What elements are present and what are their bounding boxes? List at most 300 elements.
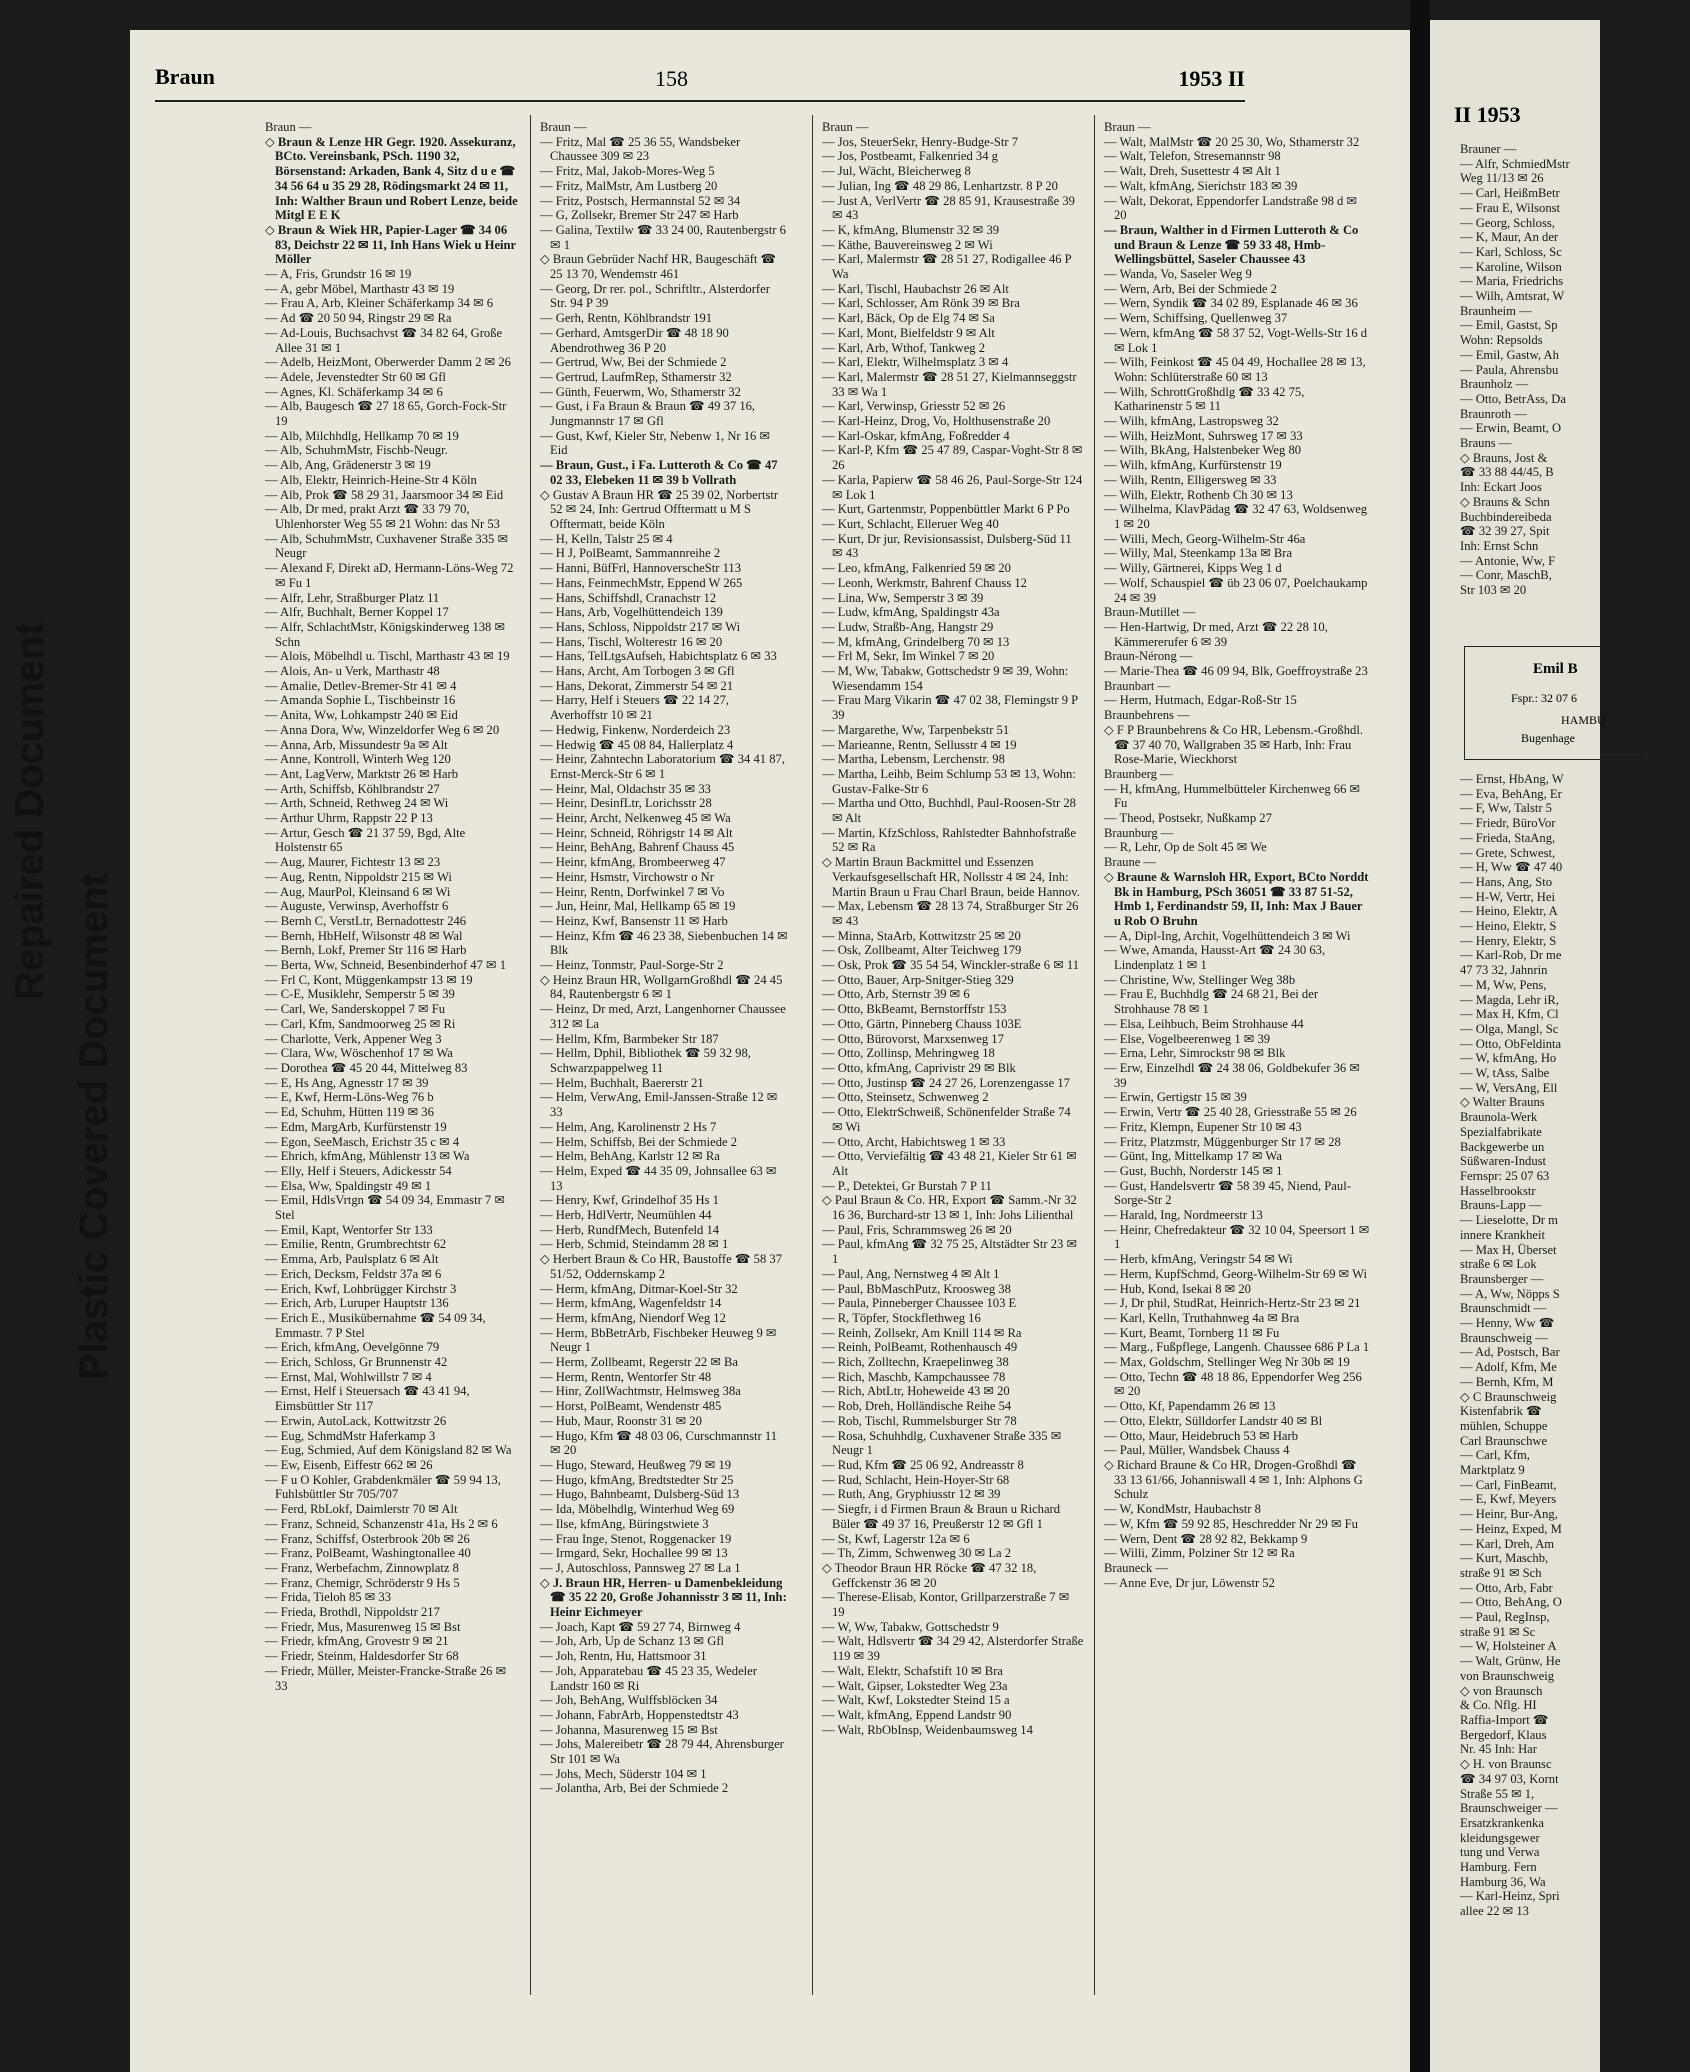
directory-entry: — Emil, HdlsVrtgn ☎ 54 09 34, Emmastr 7 ✉ Stel — [265, 1193, 505, 1223]
directory-entry: — Ferd, RbLokf, Daimlerstr 70 ✉ Alt — [265, 1502, 458, 1517]
directory-entry: — Otto, Techn ☎ 48 18 86, Eppendorfer Weg 256 ✉ 20 — [1104, 1369, 1362, 1399]
directory-entry: — Walt, Dreh, Susettestr 4 ✉ Alt 1 — [1104, 164, 1281, 179]
directory-entry: — Jul, Wächt, Bleicherweg 8 — [822, 164, 971, 179]
directory-column-3 — [822, 120, 1084, 2000]
directory-entry: — Paul, kfmAng ☎ 32 75 25, Altstädter Str 23 ✉ 1 — [822, 1237, 1078, 1267]
directory-entry: — Dorothea ☎ 45 20 44, Mittelweg 83 — [265, 1061, 468, 1075]
adjacent-entry: — Eva, BehAng, Er — [1460, 786, 1562, 801]
directory-entry: — Rob, Dreh, Holländische Reihe 54 — [822, 1399, 1012, 1414]
adjacent-entry: Bergedorf, Klaus — [1460, 1727, 1547, 1742]
adjacent-entry: — Alfr, SchmiedMstr — [1460, 156, 1570, 171]
adjacent-entry: — E, Kwf, Meyers — [1460, 1492, 1557, 1507]
directory-entry: — M, Ww, Tabakw, Gottschedstr 9 ✉ 39, Wohn: Wiesendamm 154 — [822, 664, 1069, 693]
directory-entry: — Alfr, Lehr, Straßburger Platz 11 — [265, 590, 440, 605]
directory-entry: — Anne, Kontroll, Winterh Weg 120 — [265, 752, 451, 767]
directory-entry: — Leo, kfmAng, Falkenried 59 ✉ 20 — [822, 561, 1011, 576]
directory-entry: — Frau A, Arb, Kleiner Schäferkamp 34 ✉ 6 — [265, 296, 494, 311]
adjacent-entry: — Olga, Mangl, Sc — [1460, 1021, 1559, 1036]
directory-entry: — Karl, Tischl, Haubachstr 26 ✉ Alt — [822, 281, 1009, 296]
directory-entry: — Martin, KfzSchloss, Rahlstedter Bahnhofstraße 52 ✉ Ra — [822, 825, 1076, 855]
directory-entry: — Anna, Arb, Missundestr 9a ✉ Alt — [265, 737, 448, 752]
adjacent-entry: — A, Ww, Nöpps S — [1460, 1286, 1560, 1301]
adjacent-entry: — Karl-Heinz, Spri — [1460, 1889, 1560, 1904]
adjacent-entry: Inh: Eckart Joos — [1460, 480, 1542, 495]
adjacent-entry: von Braunschweig — [1460, 1668, 1555, 1683]
directory-entry: — Herm, kfmAng, Wagenfeldstr 14 — [540, 1296, 722, 1311]
directory-entry: — Karl, Elektr, Wilhelmsplatz 3 ✉ 4 — [822, 355, 1009, 370]
directory-entry: — Hellm, Dphil, Bibliothek ☎ 59 32 98, Schwarzpappelweg 11 — [540, 1046, 751, 1075]
directory-entry: — Rosa, Schuhhdlg, Cuxhavener Straße 335 ✉ Neugr 1 — [822, 1428, 1062, 1458]
directory-entry: — Hub, Kond, Isekai 8 ✉ 20 — [1104, 1281, 1251, 1296]
directory-entry: — Friedr, kfmAng, Grovestr 9 ✉ 21 — [265, 1634, 449, 1649]
directory-entry: — Hub, Maur, Roonstr 31 ✉ 20 — [540, 1413, 702, 1428]
directory-entry: — Kurt, Schlacht, Elleruer Weg 40 — [822, 516, 999, 531]
directory-entry: ◇ J. Braun HR, Herren- u Damenbekleidung ☎ 35 22 20, Große Johannisstr 3 ✉ 11, Inh: Heinr Eichmeyer — [540, 1575, 787, 1620]
adjacent-entry: ◇ Walter Brauns — [1460, 1095, 1545, 1110]
directory-entry: — Heinr, Mal, Oldachstr 35 ✉ 33 — [540, 781, 711, 796]
directory-entry: — Otto, Maur, Heidebruch 53 ✉ Harb — [1104, 1428, 1299, 1443]
directory-entry: — Gertrud, LaufmRep, Sthamerstr 32 — [540, 369, 732, 384]
directory-entry: — Auguste, Verwinsp, Averhoffstr 6 — [265, 899, 449, 914]
directory-entry: — W, KondMstr, Haubachstr 8 — [1104, 1502, 1261, 1517]
adjacent-entry: — Karoline, Wilson — [1460, 259, 1562, 274]
directory-entry: — Osk, Prok ☎ 35 54 54, Winckler-straße 6 ✉ 11 — [822, 958, 1080, 973]
directory-entry: — Frau E, Buchhdlg ☎ 24 68 21, Bei der Strohhause 78 ✉ 1 — [1104, 987, 1319, 1017]
directory-entry: ◇ Richard Braune & Co HR, Drogen-Großhdl ☎ 33 13 61/66, Johanniswall 4 ✉ 1, Inh: Alphons G Schulz — [1104, 1457, 1363, 1502]
directory-entry: — Wern, Dent ☎ 28 92 82, Bekkamp 9 — [1104, 1531, 1308, 1546]
directory-entry: — Alb, SchuhmMstr, Fischb-Neugr. — [265, 443, 448, 458]
directory-entry: — Karl, Bäck, Op de Elg 74 ✉ Sa — [822, 311, 995, 326]
directory-entry: — A, Fris, Grundstr 16 ✉ 19 — [265, 267, 412, 282]
adjacent-entry: — Magda, Lehr iR, — [1460, 992, 1559, 1007]
directory-entry: Braunbart — — [1104, 678, 1171, 693]
directory-entry: — Theod, Postsekr, Nußkamp 27 — [1104, 811, 1272, 826]
adjacent-entry: — Otto, ObFeldinta — [1460, 1036, 1562, 1051]
adjacent-entry: — W, tAss, Salbe — [1460, 1066, 1550, 1081]
directory-entry: — Elsa, Ww, Spaldingstr 49 ✉ 1 — [265, 1178, 432, 1193]
adjacent-entry: — Emil, Gastst, Sp — [1460, 318, 1558, 333]
column-divider — [530, 115, 531, 1995]
directory-entry: — Horst, PolBeamt, Wendenstr 485 — [540, 1399, 722, 1414]
directory-entry: — Karl-Oskar, kfmAng, Foßredder 4 — [822, 428, 1010, 443]
directory-entry: — Jolantha, Arb, Bei der Schmiede 2 — [540, 1781, 729, 1796]
adjacent-entry: — Karl, Schloss, Sc — [1460, 244, 1562, 259]
adjacent-entry: — Paula, Ahrensbu — [1460, 362, 1559, 377]
directory-entry: Braun-Nérong — — [1104, 649, 1193, 664]
directory-entry: — Charlotte, Verk, Appener Weg 3 — [265, 1031, 442, 1046]
adjacent-entry: Weg 11/13 ✉ 26 — [1460, 171, 1544, 186]
directory-entry: — Karl-Heinz, Drog, Vo, Holthusenstraße 20 — [822, 414, 1051, 429]
directory-entry: — Karl, Malermstr ☎ 28 51 27, Kielmannseggstr 33 ✉ Wa 1 — [822, 369, 1077, 399]
adjacent-entry: — Carl, FinBeamt, — [1460, 1477, 1557, 1492]
directory-entry: — Friedr, Mus, Masurenweg 15 ✉ Bst — [265, 1619, 461, 1634]
adjacent-entry: Braunholz — — [1460, 377, 1529, 392]
directory-entry: — Hans, Archt, Am Torbogen 3 ✉ Gfl — [540, 664, 735, 679]
directory-entry: — E, Kwf, Herm-Löns-Weg 76 b — [265, 1090, 434, 1105]
directory-entry: — Rob, Tischl, Rummelsburger Str 78 — [822, 1413, 1017, 1428]
directory-entry: — Kurt, Dr jur, Revisionsassist, Dulsberg-Süd 11 ✉ 43 — [822, 531, 1072, 561]
adjacent-entry: Str 103 ✉ 20 — [1460, 583, 1527, 598]
directory-entry: — Herb, kfmAng, Veringstr 54 ✉ Wi — [1104, 1252, 1293, 1267]
adjacent-entry: & Co. Nflg. HI — [1460, 1698, 1537, 1713]
directory-entry: — E, Hs Ang, Agnesstr 17 ✉ 39 — [265, 1075, 429, 1090]
directory-entry: — Just A, VerlVertr ☎ 28 85 91, Krausestraße 39 ✉ 43 — [822, 193, 1075, 223]
directory-entry: — Gust, Handelsvertr ☎ 58 39 45, Niend, Paul-Sorge-Str 2 — [1104, 1178, 1351, 1208]
directory-entry: — Heinz, Kwf, Bansenstr 11 ✉ Harb — [540, 913, 728, 928]
adjacent-entry: — Henry, Elektr, S — [1460, 933, 1557, 948]
adjacent-entry: — Karl, Dreh, Am — [1460, 1536, 1555, 1551]
adjacent-entry: — F, Ww, Talstr 5 — [1460, 801, 1552, 816]
header-surname: Braun — [155, 64, 215, 89]
directory-entry: — Wilh, kfmAng, Kurfürstenstr 19 — [1104, 458, 1282, 473]
directory-entry: — Karl, Verwinsp, Griesstr 52 ✉ 26 — [822, 399, 1006, 414]
directory-entry: — Martha, Lebensm, Lerchenstr. 98 — [822, 752, 1005, 767]
directory-entry: — Joach, Kapt ☎ 59 27 74, Birnweg 4 — [540, 1619, 741, 1634]
directory-entry: — Heinr, Schneid, Röhrigstr 14 ✉ Alt — [540, 825, 733, 840]
adjacent-entry: — Antonie, Ww, F — [1460, 553, 1556, 568]
adjacent-entry: Hamburg. Fern — [1460, 1860, 1537, 1875]
directory-entry: — Egon, SeeMasch, Erichstr 35 c ✉ 4 — [265, 1134, 460, 1149]
directory-entry: — C-E, Musiklehr, Semperstr 5 ✉ 39 — [265, 987, 455, 1002]
directory-entry: — Friedr, Müller, Meister-Francke-Straße 26 ✉ 33 — [265, 1663, 507, 1693]
directory-entry: — Fritz, MalMstr, Am Lustberg 20 — [540, 178, 718, 193]
directory-entry: — Ernst, Mal, Wohlwillstr 7 ✉ 4 — [265, 1369, 432, 1384]
adjacent-entry: — W, Holsteiner A — [1460, 1639, 1557, 1654]
directory-entry: — Herm, kfmAng, Ditmar-Koel-Str 32 — [540, 1281, 738, 1296]
directory-entry: — Herm, BbBetrArb, Fischbeker Heuweg 9 ✉ Neugr 1 — [540, 1325, 777, 1355]
directory-entry: — Heinr, Zahntechn Laboratorium ☎ 34 41 87, Ernst-Merck-Str 6 ✉ 1 — [540, 752, 785, 781]
adjacent-entry: — Heinz, Exped, M — [1460, 1521, 1562, 1536]
directory-entry: — Alfr, SchlachtMstr, Königskinderweg 138 ✉ Schn — [265, 619, 506, 649]
directory-entry: — Julian, Ing ☎ 48 29 86, Lenhartzstr. 8 P 20 — [822, 178, 1058, 193]
adjacent-entry: Brauner — — [1460, 142, 1517, 156]
directory-entry: — Ad-Louis, Buchsachvst ☎ 34 82 64, Große Allee 31 ✉ 1 — [265, 325, 503, 355]
adjacent-entry: Braunroth — — [1460, 406, 1527, 421]
directory-entry: — Herb, HdlVertr, Neumühlen 44 — [540, 1208, 712, 1223]
directory-entry: — Alb, SchuhmMstr, Cuxhavener Straße 335 ✉ Neugr — [265, 531, 509, 561]
directory-entry: — Otto, Elektr, Sülldorfer Landstr 40 ✉ Bl — [1104, 1413, 1323, 1428]
directory-entry: — Irmgard, Sekr, Hochallee 99 ✉ 13 — [540, 1546, 728, 1561]
adjacent-entry: Brauns-Lapp — — [1460, 1198, 1542, 1213]
adjacent-entry: — Max H, Überset — [1460, 1242, 1557, 1257]
adjacent-entry: Braunschweiger — — [1460, 1801, 1558, 1816]
directory-entry: — Fritz, Platzmstr, Müggenburger Str 17 ✉ 28 — [1104, 1134, 1341, 1149]
advertisement-city: HAMBU — [1561, 713, 1606, 727]
directory-entry: — Heinr, BehAng, Bahrenf Chauss 45 — [540, 840, 735, 855]
directory-entry: — Herb, Schmid, Steindamm 28 ✉ 1 — [540, 1237, 729, 1252]
directory-entry: — Walt, Hdlsvertr ☎ 34 29 42, Alsterdorfer Straße 119 ✉ 39 — [822, 1634, 1084, 1664]
directory-entry: — Herm, KupfSchmd, Georg-Wilhelm-Str 69 ✉ Wi — [1104, 1266, 1368, 1281]
directory-entry: — Ad ☎ 20 50 94, Ringstr 29 ✉ Ra — [265, 311, 452, 326]
directory-entry: — Erich, Arb, Luruper Hauptstr 136 — [265, 1296, 449, 1311]
directory-entry: — Otto, Verviefältig ☎ 43 48 21, Kieler Str 61 ✉ Alt — [822, 1149, 1077, 1178]
directory-entry: — Wern, kfmAng ☎ 58 37 52, Vogt-Wells-Str 16 d ✉ Lok 1 — [1104, 325, 1368, 355]
adjacent-entry: — Georg, Schloss, — [1460, 215, 1555, 230]
directory-entry: — Helm, Ang, Karolinenstr 2 Hs 7 — [540, 1119, 717, 1134]
directory-entry: — Walt, kfmAng, Eppend Landstr 90 — [822, 1707, 1012, 1722]
directory-entry: ◇ F P Braunbehrens & Co HR, Lebensm.-Großhdl. ☎ 37 40 70, Wallgraben 35 ✉ Harb, Inh: Frau Rose-Marie, Wieckhorst — [1104, 722, 1363, 767]
directory-entry: — Fritz, Klempn, Eupener Str 10 ✉ 43 — [1104, 1119, 1302, 1134]
directory-entry: — Walt, kfmAng, Sierichstr 183 ✉ 39 — [1104, 178, 1298, 193]
directory-entry: — Hugo, kfmAng, Bredtstedter Str 25 — [540, 1472, 734, 1487]
directory-entry: — J, Autoschloss, Pannsweg 27 ✉ La 1 — [540, 1560, 741, 1575]
adjacent-entry: Brauns — — [1460, 436, 1512, 451]
directory-entry: — Paul, BbMaschPutz, Kroosweg 38 — [822, 1281, 1011, 1296]
directory-entry: — Braun, Walther in d Firmen Lutteroth & Co und Braun & Lenze ☎ 59 33 48, Hmb-Wellingsbüttel, Saseler Chaussee 43 — [1104, 222, 1359, 267]
directory-entry: Braunburg — — [1104, 825, 1174, 840]
directory-entry: — Anna Dora, Ww, Winzeldorfer Weg 6 ✉ 20 — [265, 722, 500, 737]
adjacent-entry: — W, VersAng, Ell — [1460, 1080, 1558, 1095]
adjacent-entry: — Frau E, Wilsonst — [1460, 200, 1561, 215]
book-spine-gap — [1410, 0, 1430, 2072]
directory-entry: — Gust, Buchh, Norderstr 145 ✉ 1 — [1104, 1163, 1283, 1178]
directory-entry: — Erw, Einzelhdl ☎ 24 38 06, Goldbekufer 36 ✉ 39 — [1104, 1061, 1360, 1090]
directory-entry: — Helm, Exped ☎ 44 35 09, Johnsallee 63 ✉ 13 — [540, 1163, 777, 1193]
directory-entry: — Franz, Schneid, Schanzenstr 41a, Hs 2 ✉ 6 — [265, 1516, 498, 1531]
directory-entry: — Wilh, HeizMont, Suhrsweg 17 ✉ 33 — [1104, 428, 1303, 443]
directory-entry: — Harald, Ing, Nordmeerstr 13 — [1104, 1208, 1263, 1223]
directory-entry: — Martha, Leihb, Beim Schlump 53 ✉ 13, Wohn: Gustav-Falke-Str 6 — [822, 766, 1076, 796]
directory-entry: — Hedwig ☎ 45 08 84, Hallerplatz 4 — [540, 737, 734, 752]
directory-entry: — Eug, Schmied, Auf dem Königsland 82 ✉ Wa — [265, 1443, 512, 1458]
directory-entry: — Gertrud, Ww, Bei der Schmiede 2 — [540, 355, 727, 370]
directory-entry: — Wanda, Vo, Saseler Weg 9 — [1104, 267, 1252, 282]
directory-entry: — Johs, Malereibetr ☎ 28 79 44, Ahrensburger Str 101 ✉ Wa — [540, 1737, 784, 1767]
directory-entry: — Franz, Werbefachm, Zinnowplatz 8 — [265, 1560, 459, 1575]
directory-entry: — Wilh, Rentn, Elligersweg ✉ 33 — [1104, 472, 1277, 487]
directory-entry: — Herb, RundfMech, Butenfeld 14 — [540, 1222, 720, 1237]
directory-entry: — Siegfr, i d Firmen Braun & Braun u Richard Büler ☎ 49 37 16, Preußerstr 12 ✉ Gfl 1 — [822, 1502, 1061, 1531]
directory-entry: — Wilh, Feinkost ☎ 45 04 49, Hochallee 28 ✉ 13, Wohn: Schlüterstraße 60 ✉ 13 — [1104, 355, 1366, 384]
directory-entry: — Alb, Dr med, prakt Arzt ☎ 33 79 70, Uhlenhorster Weg 55 ✉ 21 Wohn: das Nr 53 — [265, 502, 500, 531]
directory-entry: — Rud, Kfm ☎ 25 06 92, Andreasstr 8 — [822, 1457, 1024, 1472]
directory-entry: — Georg, Dr rer. pol., Schriftltr., Alsterdorfer Str. 94 P 39 — [540, 281, 770, 311]
adjacent-entry: Hasselbrookstr — [1460, 1183, 1536, 1198]
directory-entry: ◇ Braun & Wiek HR, Papier-Lager ☎ 34 06 83, Deichstr 22 ✉ 11, Inh Hans Wiek u Heinr Möller — [265, 222, 516, 267]
adjacent-entry: ◇ H. von Braunsc — [1460, 1757, 1552, 1772]
directory-entry: — Hans, Arb, Vogelhüttendeich 139 — [540, 605, 723, 620]
directory-entry: — Bernh, Lokf, Premer Str 116 ✉ Harb — [265, 943, 467, 958]
adjacent-entry: Wohn: Repsolds — [1460, 333, 1543, 348]
directory-entry: — Wilh, Elektr, Rothenb Ch 30 ✉ 13 — [1104, 487, 1293, 502]
directory-entry: — Fritz, Mal, Jakob-Mores-Weg 5 — [540, 164, 715, 179]
directory-entry: — Carl, Kfm, Sandmoorweg 25 ✉ Ri — [265, 1016, 456, 1031]
adjacent-entry: — Max H, Kfm, Cl — [1460, 1007, 1559, 1022]
directory-entry: — M, kfmAng, Grindelberg 70 ✉ 13 — [822, 634, 1010, 649]
directory-entry: Braunberg — — [1104, 766, 1173, 781]
adjacent-entry: ◇ Brauns, Jost & — [1460, 450, 1548, 465]
directory-entry: — Heinz, Tonmstr, Paul-Sorge-Str 2 — [540, 958, 724, 973]
adjacent-entry: — Adolf, Kfm, Me — [1460, 1360, 1557, 1375]
directory-entry: — Walt, Gipser, Lokstedter Weg 23a — [822, 1678, 1008, 1693]
adjacent-entry: Hamburg 36, Wa — [1460, 1874, 1546, 1889]
directory-entry: — Wilh, kfmAng, Lastropsweg 32 — [1104, 414, 1279, 429]
directory-entry: — Wern, Schiffsing, Quellenweg 37 — [1104, 311, 1288, 326]
directory-entry: — Artur, Gesch ☎ 21 37 59, Bgd, Alte Holstenstr 65 — [265, 825, 466, 855]
adjacent-entry: — Emil, Gastw, Ah — [1460, 347, 1559, 362]
adjacent-entry: ☎ 32 39 27, Spit — [1460, 524, 1550, 539]
directory-entry: — Henry, Kwf, Grindelhof 35 Hs 1 — [540, 1193, 719, 1208]
directory-column-1 — [265, 120, 520, 2000]
directory-entry: — R, Lehr, Op de Solt 45 ✉ We — [1104, 840, 1267, 855]
directory-entry: — Ludw, Straßb-Ang, Hangstr 29 — [822, 619, 994, 634]
directory-entry: — Alois, An- u Verk, Marthastr 48 — [265, 664, 440, 679]
directory-entry: — Otto, Steinsetz, Schwenweg 2 — [822, 1090, 989, 1105]
directory-entry: — Ludw, kfmAng, Spaldingstr 43a — [822, 605, 1000, 620]
directory-entry: — Alfr, Buchhalt, Berner Koppel 17 — [265, 605, 449, 620]
adjacent-entry: — Bernh, Kfm, M — [1460, 1374, 1554, 1389]
directory-entry: — Erich, Schloss, Gr Brunnenstr 42 — [265, 1355, 448, 1370]
directory-entry: — Margarethe, Ww, Tarpenbekstr 51 — [822, 722, 1010, 737]
adjacent-entry: — Walt, Grünw, He — [1460, 1654, 1561, 1669]
directory-entry: — Wern, Arb, Bei der Schmiede 2 — [1104, 281, 1277, 296]
directory-entry: — Ilse, kfmAng, Büringstwiete 3 — [540, 1516, 709, 1531]
adjacent-entry: Marktplatz 9 — [1460, 1463, 1525, 1478]
directory-entry: — Gust, i Fa Braun & Braun ☎ 49 37 16, Jungmannstr 17 ✉ Gfl — [540, 399, 756, 429]
directory-entry: — P., Detektei, Gr Burstah 7 P 11 — [822, 1178, 992, 1193]
advertisement-box — [1464, 646, 1646, 760]
adjacent-entry: Fernspr: 25 07 63 — [1460, 1168, 1550, 1183]
directory-entry: — Aug, Rentn, Nippoldstr 215 ✉ Wi — [265, 869, 452, 884]
adjacent-entry: — Paul, RegInsp, — [1460, 1610, 1550, 1625]
directory-entry: — Arthur Uhrm, Rappstr 22 P 13 — [265, 811, 433, 826]
directory-entry: — Johs, Mech, Süderstr 104 ✉ 1 — [540, 1766, 707, 1781]
directory-entry: — Bernh C, VerstLtr, Bernadottestr 246 — [265, 913, 467, 928]
adjacent-entry: — Heino, Elektr, A — [1460, 904, 1558, 919]
directory-entry: — Alb, Milchhdlg, Hellkamp 70 ✉ 19 — [265, 428, 459, 443]
directory-entry: — Heinr, Hsmstr, Virchowstr o Nr — [540, 869, 714, 884]
adjacent-entry: Straße 55 ✉ 1, — [1460, 1786, 1535, 1801]
directory-entry: — Walt, Dekorat, Eppendorfer Landstraße 98 d ✉ 20 — [1104, 193, 1358, 223]
directory-entry: — Friedr, Steinm, Haldesdorfer Str 68 — [265, 1649, 459, 1664]
directory-entry: — Heinr, DesinfLtr, Lorichsstr 28 — [540, 796, 712, 811]
directory-entry: — Aug, MaurPol, Kleinsand 6 ✉ Wi — [265, 884, 451, 899]
adjacent-entry: — Karl-Rob, Dr me — [1460, 948, 1562, 963]
adjacent-entry: — Kurt, Maschb, — [1460, 1551, 1549, 1566]
directory-entry: Braun — — [822, 120, 869, 134]
directory-entry: — Hanni, BüfFrl, HannoverscheStr 113 — [540, 561, 742, 576]
directory-entry: — Rich, AbtLtr, Hoheweide 43 ✉ 20 — [822, 1384, 1010, 1399]
directory-entry: — Johanna, Masurenweg 15 ✉ Bst — [540, 1722, 718, 1737]
directory-entry: — Amanda Sophie L, Tischbeinstr 16 — [265, 693, 456, 708]
directory-entry: — Frida, Tieloh 85 ✉ 33 — [265, 1590, 392, 1605]
directory-entry: — Walt, Kwf, Lokstedter Steind 15 a — [822, 1693, 1010, 1708]
directory-entry: — Herm, Hutmach, Edgar-Roß-Str 15 — [1104, 693, 1297, 708]
directory-entry: — Therese-Elisab, Kontor, Grillparzerstraße 7 ✉ 19 — [822, 1590, 1070, 1620]
directory-entry: — Walt, MalMstr ☎ 20 25 30, Wo, Sthamerstr 32 — [1104, 134, 1360, 149]
adjacent-entry: 47 73 32, Jahnrin — [1460, 963, 1548, 978]
adjacent-entry: straße 91 ✉ Sc — [1460, 1624, 1536, 1639]
directory-entry: — Alb, Prok ☎ 58 29 31, Jaarsmoor 34 ✉ Eid — [265, 487, 504, 502]
adjacent-entry: straße 91 ✉ Sch — [1460, 1565, 1542, 1580]
directory-entry: — Otto, Bauer, Arp-Snitger-Stieg 329 — [822, 972, 1014, 987]
directory-entry: — J, Dr phil, StudRat, Heinrich-Hertz-Str 23 ✉ 21 — [1104, 1296, 1361, 1311]
directory-entry: — Martha und Otto, Buchhdl, Paul-Roosen-Str 28 ✉ Alt — [822, 796, 1076, 826]
directory-entry: — Ant, LagVerw, Marktstr 26 ✉ Harb — [265, 766, 459, 781]
adjacent-entry: — Otto, BehAng, O — [1460, 1595, 1562, 1610]
directory-entry: — Joh, Apparatebau ☎ 45 23 35, Wedeler Landstr 160 ✉ Ri — [540, 1663, 757, 1693]
directory-entry: — Hugo, Steward, Heußweg 79 ✉ 19 — [540, 1457, 732, 1472]
advertisement-phone: Fspr.: 32 07 6 — [1511, 691, 1578, 705]
directory-entry: — Otto, BkBeamt, Bernstorffstr 153 — [822, 1002, 1007, 1017]
directory-entry: — Fritz, Postsch, Hermannstal 52 ✉ 34 — [540, 193, 741, 208]
directory-entry: — Clara, Ww, Wöschenhof 17 ✉ Wa — [265, 1046, 453, 1061]
directory-entry: — Emma, Arb, Paulsplatz 6 ✉ Alt — [265, 1252, 439, 1267]
directory-entry: — Jos, Postbeamt, Falkenried 34 g — [822, 149, 998, 164]
directory-entry: — Karl, Malermstr ☎ 28 51 27, Rodigallee 46 P Wa — [822, 252, 1072, 282]
directory-entry: — Elsa, Leihbuch, Beim Strohhause 44 — [1104, 1016, 1304, 1031]
directory-entry: — W, Ww, Tabakw, Gottschedstr 9 — [822, 1619, 999, 1634]
directory-entry: — Berta, Ww, Schneid, Besenbinderhof 47 ✉ 1 — [265, 958, 507, 973]
directory-entry: — Kurt, Gartenmstr, Poppenbüttler Markt 6 P Po — [822, 502, 1070, 517]
directory-entry: — Helm, VerwAng, Emil-Janssen-Straße 12 ✉ 33 — [540, 1090, 778, 1120]
adjacent-entry: Nr. 45 Inh: Har — [1460, 1742, 1537, 1757]
directory-entry: — Willy, Gärtnerei, Kipps Weg 1 d — [1104, 561, 1282, 576]
directory-entry: Braun — — [1104, 120, 1151, 134]
directory-entry: — Otto, Gärtn, Pinneberg Chauss 103E — [822, 1016, 1022, 1031]
directory-entry: — Willi, Zimm, Polziner Str 12 ✉ Ra — [1104, 1546, 1295, 1561]
directory-entry: — Adele, Jevenstedter Str 60 ✉ Gfl — [265, 369, 446, 384]
directory-entry: — H, Kelln, Talstr 25 ✉ 4 — [540, 531, 673, 546]
adjacent-entry: — Conr, MaschB, — [1460, 568, 1552, 583]
adjacent-entry: — Otto, BetrAss, Da — [1460, 391, 1566, 406]
adjacent-entry: — Carl, HeißmBetr — [1460, 186, 1560, 201]
directory-entry: ◇ Braune & Warnsloh HR, Export, BCto Norddt Bk in Hamburg, PSch 36051 ☎ 33 87 51-52, Hmb 1, Ferdinandstr 59, II, Inh: Max J Bauer u Rob O Bruhn — [1104, 869, 1369, 928]
directory-entry: — Marie-Thea ☎ 46 09 94, Blk, Goeffroystraße 23 — [1104, 664, 1368, 679]
directory-entry: — Galina, Textilw ☎ 33 24 00, Rautenbergstr 6 ✉ 1 — [540, 222, 786, 252]
directory-entry: ◇ Heinz Braun HR, WollgarnGroßhdl ☎ 24 45 84, Rautenbergstr 6 ✉ 1 — [540, 972, 783, 1002]
directory-entry: Brauneck — — [1104, 1560, 1168, 1575]
directory-entry: — Alb, Elektr, Heinrich-Heine-Str 4 Köln — [265, 472, 477, 487]
adjacent-entry: — Wilh, Amtsrat, W — [1460, 289, 1565, 304]
directory-entry: — Heinr, Rentn, Dorfwinkel 7 ✉ Vo — [540, 884, 725, 899]
directory-entry: — Paul, Ang, Nernstweg 4 ✉ Alt 1 — [822, 1266, 1000, 1281]
directory-entry: — Frau Inge, Stenot, Roggenacker 19 — [540, 1531, 732, 1546]
directory-entry: — Gerhard, AmtsgerDir ☎ 48 18 90 Abendrothweg 36 P 20 — [540, 325, 729, 355]
directory-entry: — Heinz, Kfm ☎ 46 23 38, Siebenbuchen 14 ✉ Blk — [540, 928, 788, 958]
directory-entry: — Marg., Fußpflege, Langenh. Chaussee 686 P La 1 — [1104, 1340, 1370, 1355]
directory-entry: — Frieda, Brothdl, Nippoldstr 217 — [265, 1605, 440, 1620]
directory-entry: — Max, Goldschm, Stellinger Weg Nr 30b ✉ 19 — [1104, 1355, 1350, 1370]
directory-entry: — Carl, We, Sanderskoppel 7 ✉ Fu — [265, 1002, 446, 1017]
directory-entry: — Osk, Zollbeamt, Alter Teichweg 179 — [822, 943, 1022, 958]
directory-entry: — Alexand F, Direkt aD, Hermann-Löns-Weg 72 ✉ Fu 1 — [265, 561, 514, 590]
directory-entry: — Ed, Schuhm, Hütten 119 ✉ 36 — [265, 1105, 434, 1120]
adjacent-entry: Braunheim — — [1460, 303, 1532, 318]
adjacent-entry: Braunsberger — — [1460, 1271, 1544, 1286]
directory-entry: — Gust, Kwf, Kieler Str, Nebenw 1, Nr 16 ✉ Eid — [540, 428, 771, 458]
adjacent-entry: tung und Verwa — [1460, 1845, 1540, 1860]
directory-entry: — Kurt, Beamt, Tornberg 11 ✉ Fu — [1104, 1325, 1280, 1340]
adjacent-page — [1430, 20, 1606, 2072]
adjacent-entry: — Hans, Ang, Sto — [1460, 874, 1553, 889]
directory-entry: ◇ Braun & Lenze HR Gegr. 1920. Assekuranz, BCto. Vereinsbank, PSch. 1190 32, Börsenstand: Arkaden, Bank 4, Sitz d u e ☎ 34 56 64 u 35 29 28, Rödingsmarkt 24 ✉ 11, Inh: Walther Braun und Robert Lenze, beide Mitgl E E K — [265, 134, 518, 223]
directory-entry: — Erna, Lehr, Simrockstr 98 ✉ Blk — [1104, 1046, 1286, 1061]
directory-entry: — Käthe, Bauvereinsweg 2 ✉ Wi — [822, 237, 993, 252]
directory-entry: — Hedwig, Finkenw, Norderdeich 23 — [540, 722, 731, 737]
directory-entry: — Franz, Chemigr, Schröderstr 9 Hs 5 — [265, 1575, 460, 1590]
directory-entry: — Heinr, Archt, Nelkenweg 45 ✉ Wa — [540, 811, 731, 826]
directory-entry: Braun-Mutillet — — [1104, 605, 1196, 620]
directory-entry: — Th, Zimm, Schwenweg 30 ✉ La 2 — [822, 1546, 1012, 1561]
directory-entry: — Hugo, Bahnbeamt, Dulsberg-Süd 13 — [540, 1487, 740, 1502]
directory-entry: ◇ Paul Braun & Co. HR, Export ☎ Samm.-Nr 32 16 36, Burchard-str 13 ✉ 1, Inh: Johs Lilienthal — [822, 1193, 1077, 1223]
directory-entry: — Alb, Ang, Grädenerstr 3 ✉ 19 — [265, 458, 431, 473]
directory-entry: — Helm, Schiffsb, Bei der Schmiede 2 — [540, 1134, 738, 1149]
directory-entry: — Paul, Fris, Schrammsweg 26 ✉ 20 — [822, 1222, 1012, 1237]
directory-entry: — Paul, Müller, Wandsbek Chauss 4 — [1104, 1443, 1290, 1458]
directory-entry: — K, kfmAng, Blumenstr 32 ✉ 39 — [822, 222, 1000, 237]
